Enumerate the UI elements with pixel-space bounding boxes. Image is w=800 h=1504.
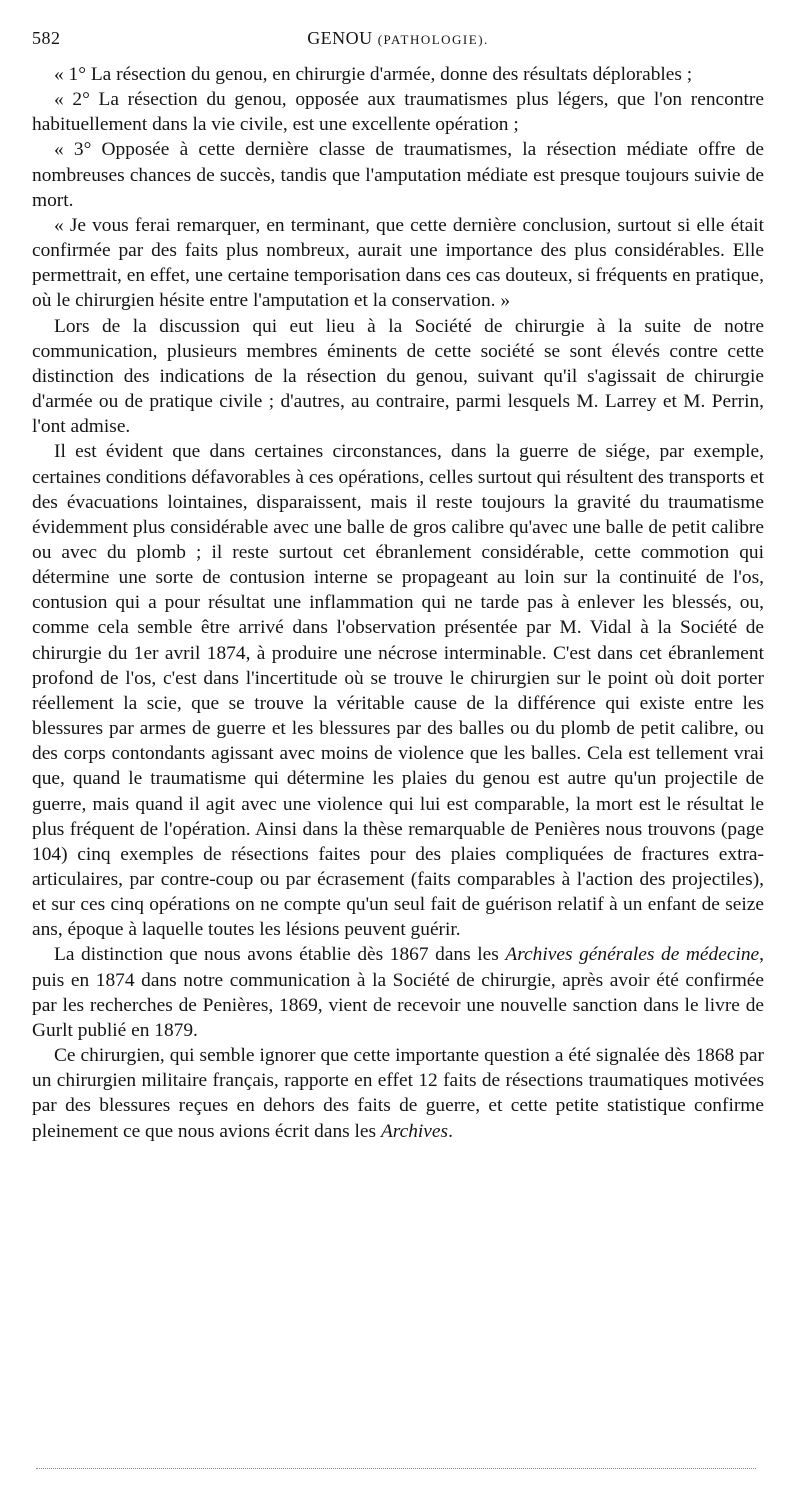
paragraph-statistics-text-b: . xyxy=(448,1120,453,1142)
paragraph-distinction-text-b: , puis en 1874 dans notre communication à la Société de chirurgie, après avoir été confirmée par les recherches de Penières, 1869, vient de recevoir une nouvelle sanction dans le livre de Gurlt publié en 1879. xyxy=(32,944,764,1041)
paragraph-statistics-text-a: Ce chirurgien, qui semble ignorer que cette importante question a été signalée dès 1868 par un chirurgien militaire français, rapporte en effet 12 faits de résections traumatiques motivées par des blessures reçues en dehors des faits de guerre, et cette petite statistique confirme pleinement ce que nous avions écrit dans les xyxy=(32,1045,764,1142)
page-header xyxy=(32,28,764,62)
document-page xyxy=(32,28,764,1144)
running-title-main: GENOU xyxy=(307,28,373,48)
running-title-sub: (PATHOLOGIE). xyxy=(377,32,489,47)
paragraph-distinction-italic: Archives générales de médecine xyxy=(505,944,760,966)
paragraph-statistics xyxy=(32,1043,764,1144)
paragraph-argument: Il est évident que dans certaines circonstances, dans la guerre de siége, par exemple, certaines conditions défavorables à ces opérations, celles surtout qui résultent des transports et des évacuations lointaines, disparaissent, mais il reste toujours la gravité du traumatisme évidemment plus considérable avec une balle de gros calibre qu'avec une balle de petit calibre ou avec du plomb ; il reste surtout cet ébranlement considérable, cette commotion qui détermine une sorte de contusion interne se propageant au loin sur la continuité de l'os, contusion qui a pour résultat une inflammation qui ne tarde pas à enlever les blessés, ou, comme cela semble être arrivé dans l'observation présentée par M. Vidal à la Société de chirurgie du 1er avril 1874, à produire une nécrose interminable. C'est dans cet ébranlement profond de l'os, c'est dans l'incertitude où se trouve le chirurgien sur le point où doit porter réellement la scie, que se trouve la véritable cause de la différence qui existe entre les blessures par armes de guerre et les blessures par des balles ou du plomb de petit calibre, ou des corps contondants agissant avec moins de violence que les balles. Cela est tellement vrai que, quand le traumatisme qui détermine les plaies du genou est autre qu'un projectile de guerre, mais quand il agit avec une violence qui lui est comparable, la mort est le résultat le plus fréquent de l'opération. Ainsi dans la thèse remarquable de Penières nous trouvons (page 104) cinq exemples de résections faites pour des plaies compliquées de fractures extra-articulaires, par contre-coup ou par écrasement (faits comparables à l'action des projectiles), et sur ces cinq opérations on ne compte qu'un seul fait de guérison relatif à un enfant de seize ans, époque à laquelle toutes les lésions peuvent guérir. xyxy=(32,441,764,941)
paragraph-discussion: Lors de la discussion qui eut lieu à la Société de chirurgie à la suite de notre communication, plusieurs membres éminents de cette société se sont élevés contre cette distinction des indications de la résection du genou, suivant qu'il s'agissait de chirurgie d'armée ou de pratique civile ; d'autres, au contraire, parmi lesquels M. Larrey et M. Perrin, l'ont admise. xyxy=(32,315,764,438)
footer-rule xyxy=(36,1468,756,1469)
body-text xyxy=(32,62,764,1144)
paragraph-statistics-italic: Archives xyxy=(380,1120,449,1142)
paragraph-conclusion-1: « 1° La résection du genou, en chirurgie d'armée, donne des résultats déplorables ; xyxy=(54,64,693,85)
paragraph-conclusion-3: « 3° Opposée à cette dernière classe de traumatismes, la résection médiate offre de nombreuses chances de succès, tandis que l'amputation médiate est presque toujours suivie de mort. xyxy=(32,139,764,211)
paragraph-distinction xyxy=(32,942,764,1043)
running-title xyxy=(32,28,764,49)
paragraph-closing-remark: « Je vous ferai remarquer, en terminant, que cette dernière conclusion, surtout si elle était confirmée par des faits plus nombreux, aurait une importance des plus considérables. Elle permettrait, en effet, une certaine temporisation dans ces cas douteux, si fréquents en pratique, où le chirurgien hésite entre l'amputation et la conservation. » xyxy=(32,214,764,312)
paragraph-conclusion-2: « 2° La résection du genou, opposée aux traumatismes plus légers, que l'on rencontre habituellement dans la vie civile, est une excellente opération ; xyxy=(32,89,764,136)
page-number: 582 xyxy=(32,28,61,48)
paragraph-distinction-text-a: La distinction que nous avons établie dès 1867 dans les xyxy=(54,944,506,966)
